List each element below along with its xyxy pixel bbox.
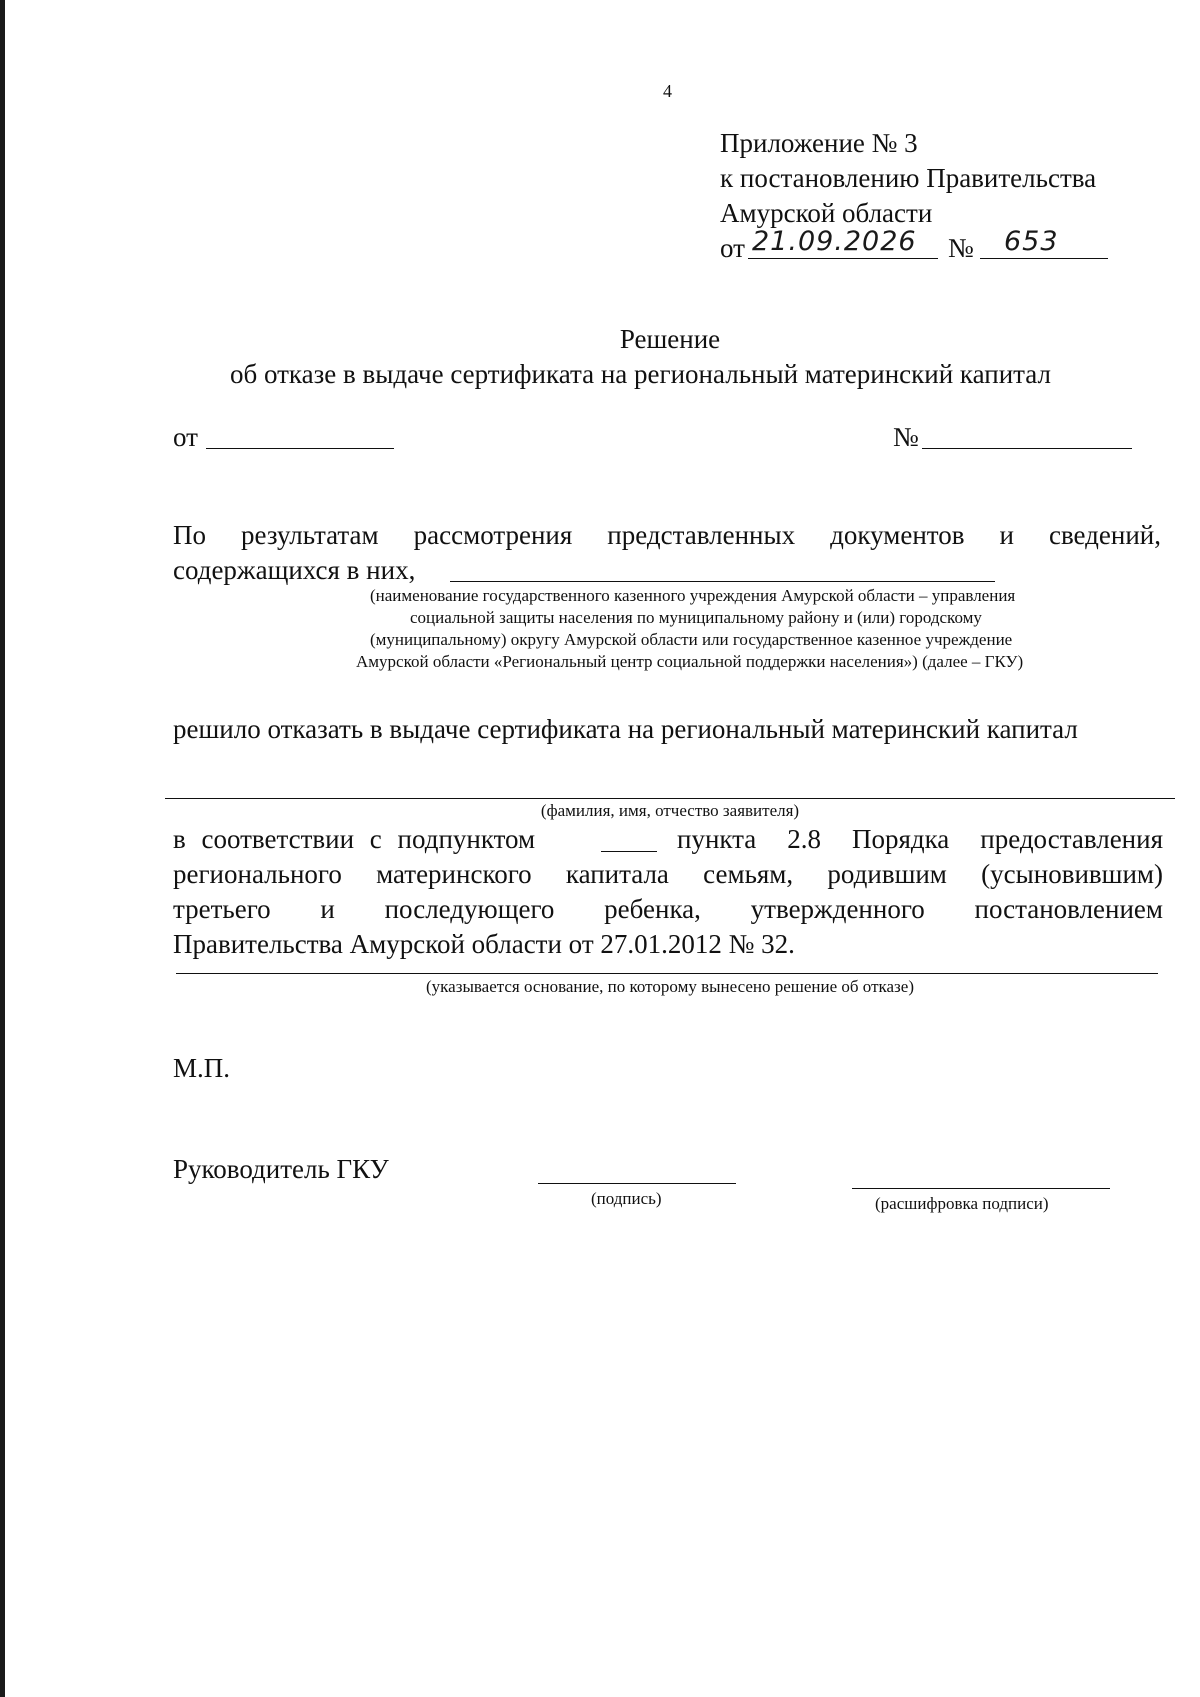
paragraph-2-line-3: третьего и последующего ребенка, утвержденного постановлением xyxy=(173,894,1163,924)
reason-field-line[interactable] xyxy=(176,973,1158,974)
page-number: 4 xyxy=(663,81,672,101)
organization-hint-2: социальной защиты населения по муниципальному району и (или) городскому xyxy=(410,608,982,627)
appendix-line-3: Амурской области xyxy=(720,198,933,228)
signature-hint: (подпись) xyxy=(591,1189,662,1208)
appendix-date-handwritten: 21.09.2026 xyxy=(752,226,917,257)
organization-hint-3: (муниципальному) округу Амурской области или государственное казенное учреждение xyxy=(370,630,1013,649)
appendix-date-line xyxy=(748,258,938,259)
date-field-label: от xyxy=(173,422,198,452)
applicant-field-line[interactable] xyxy=(165,798,1175,799)
paragraph-1-line-1: По результатам рассмотрения представленных документов и сведений, xyxy=(173,520,1161,550)
scan-edge xyxy=(0,0,5,1697)
subclause-field-line[interactable] xyxy=(601,851,657,852)
number-field-line[interactable] xyxy=(922,448,1132,449)
decipher-field-line[interactable] xyxy=(852,1188,1110,1189)
appendix-date-prefix: от xyxy=(720,233,745,263)
appendix-number-handwritten: 653 xyxy=(1004,226,1059,257)
document-subtitle: об отказе в выдаче сертификата на региональный материнский капитал xyxy=(230,359,1051,389)
date-field-line[interactable] xyxy=(206,448,394,449)
decipher-hint: (расшифровка подписи) xyxy=(875,1194,1049,1213)
number-field-label: № xyxy=(893,422,919,452)
head-label: Руководитель ГКУ xyxy=(173,1154,389,1184)
reason-hint: (указывается основание, по которому вынесено решение об отказе) xyxy=(426,977,914,996)
applicant-hint: (фамилия, имя, отчество заявителя) xyxy=(540,801,800,820)
organization-hint-1: (наименование государственного казенного учреждения Амурской области – управления xyxy=(370,586,1016,605)
appendix-line-2: к постановлению Правительства xyxy=(720,163,1097,193)
stamp-label: М.П. xyxy=(173,1053,231,1083)
paragraph-2-line-2: регионального материнского капитала семьям, родившим (усыновившим) xyxy=(173,859,1163,889)
decision-text: решило отказать в выдаче сертификата на региональный материнский капитал xyxy=(173,714,1078,744)
paragraph-2-line-1 xyxy=(173,822,1163,857)
appendix-number-sign: № xyxy=(948,233,974,263)
document-title: Решение xyxy=(619,324,721,354)
paragraph-1-line-2: содержащихся в них, xyxy=(173,555,416,585)
appendix-line-1: Приложение № 3 xyxy=(720,128,918,158)
paragraph-2-line-1-start: в соответствии с подпунктом xyxy=(173,824,536,854)
appendix-number-line xyxy=(980,258,1108,259)
paragraph-2-line-1-end: пункта 2.8 Порядка предоставления xyxy=(677,824,1163,854)
organization-hint-4: Амурской области «Региональный центр социальной поддержки населения») (далее – ГКУ) xyxy=(356,652,1024,671)
organization-field-line[interactable] xyxy=(450,581,995,582)
signature-field-line[interactable] xyxy=(538,1183,736,1184)
paragraph-2-line-4: Правительства Амурской области от 27.01.2012 № 32. xyxy=(173,929,795,959)
